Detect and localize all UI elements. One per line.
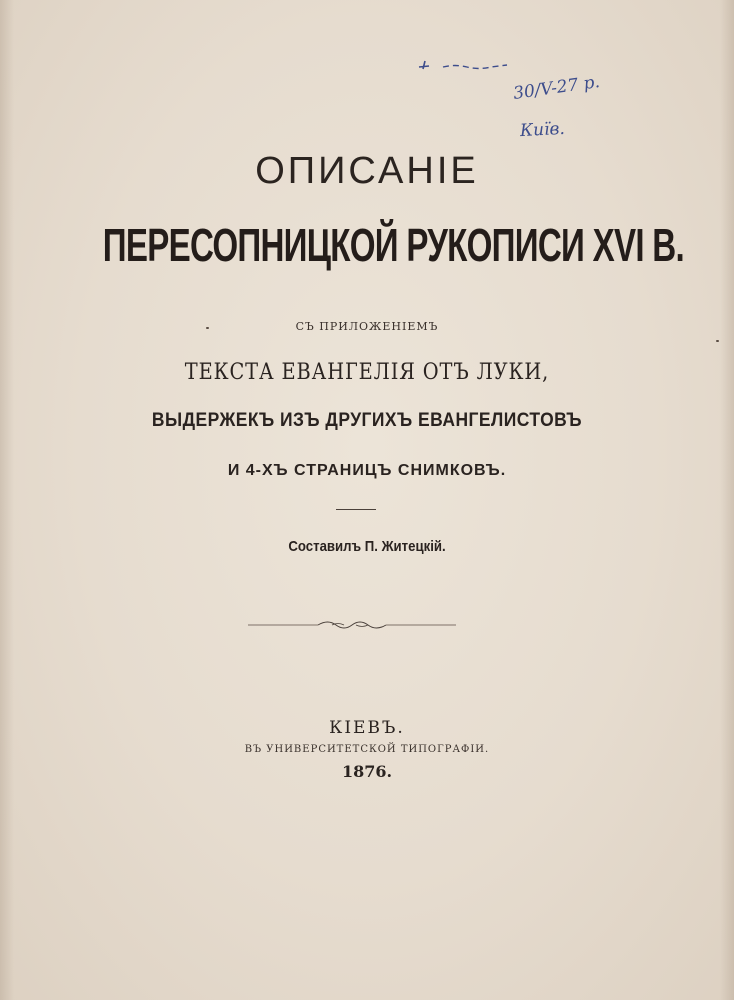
page-title: ПЕРЕСОПНИЦКОЙ РУКОПИСИ XVI В. bbox=[102, 219, 684, 271]
handwritten-date: 30/V-27 р. bbox=[512, 72, 602, 104]
appendix-line-1: ТЕКСТА ЕВАНГЕЛІЯ ОТЪ ЛУКИ, bbox=[184, 360, 550, 385]
divider-rule bbox=[336, 509, 376, 510]
paper-speck bbox=[716, 340, 719, 342]
imprint-press: ВЪ УНИВЕРСИТЕТСКОЙ ТИПОГРАФІИ. bbox=[244, 744, 490, 755]
handwritten-place: Київ. bbox=[519, 118, 566, 142]
author-line: Составилъ П. Житецкій. bbox=[288, 538, 446, 555]
appendix-intro: СЪ ПРИЛОЖЕНІЕМЪ bbox=[295, 320, 439, 333]
appendix-line-3: И 4-ХЪ СТРАНИЦЪ СНИМКОВЪ. bbox=[227, 462, 507, 479]
appendix-line-2: ВЫДЕРЖЕКЪ ИЗЪ ДРУГИХЪ ЕВАНГЕЛИСТОВЪ bbox=[151, 410, 583, 431]
imprint-city: КІЕВЪ. bbox=[329, 718, 405, 738]
heading: ОПИСАНІЕ bbox=[255, 150, 479, 192]
imprint-year: 1876. bbox=[341, 762, 393, 781]
paper-speck bbox=[206, 327, 209, 329]
ornamental-divider bbox=[248, 616, 456, 634]
